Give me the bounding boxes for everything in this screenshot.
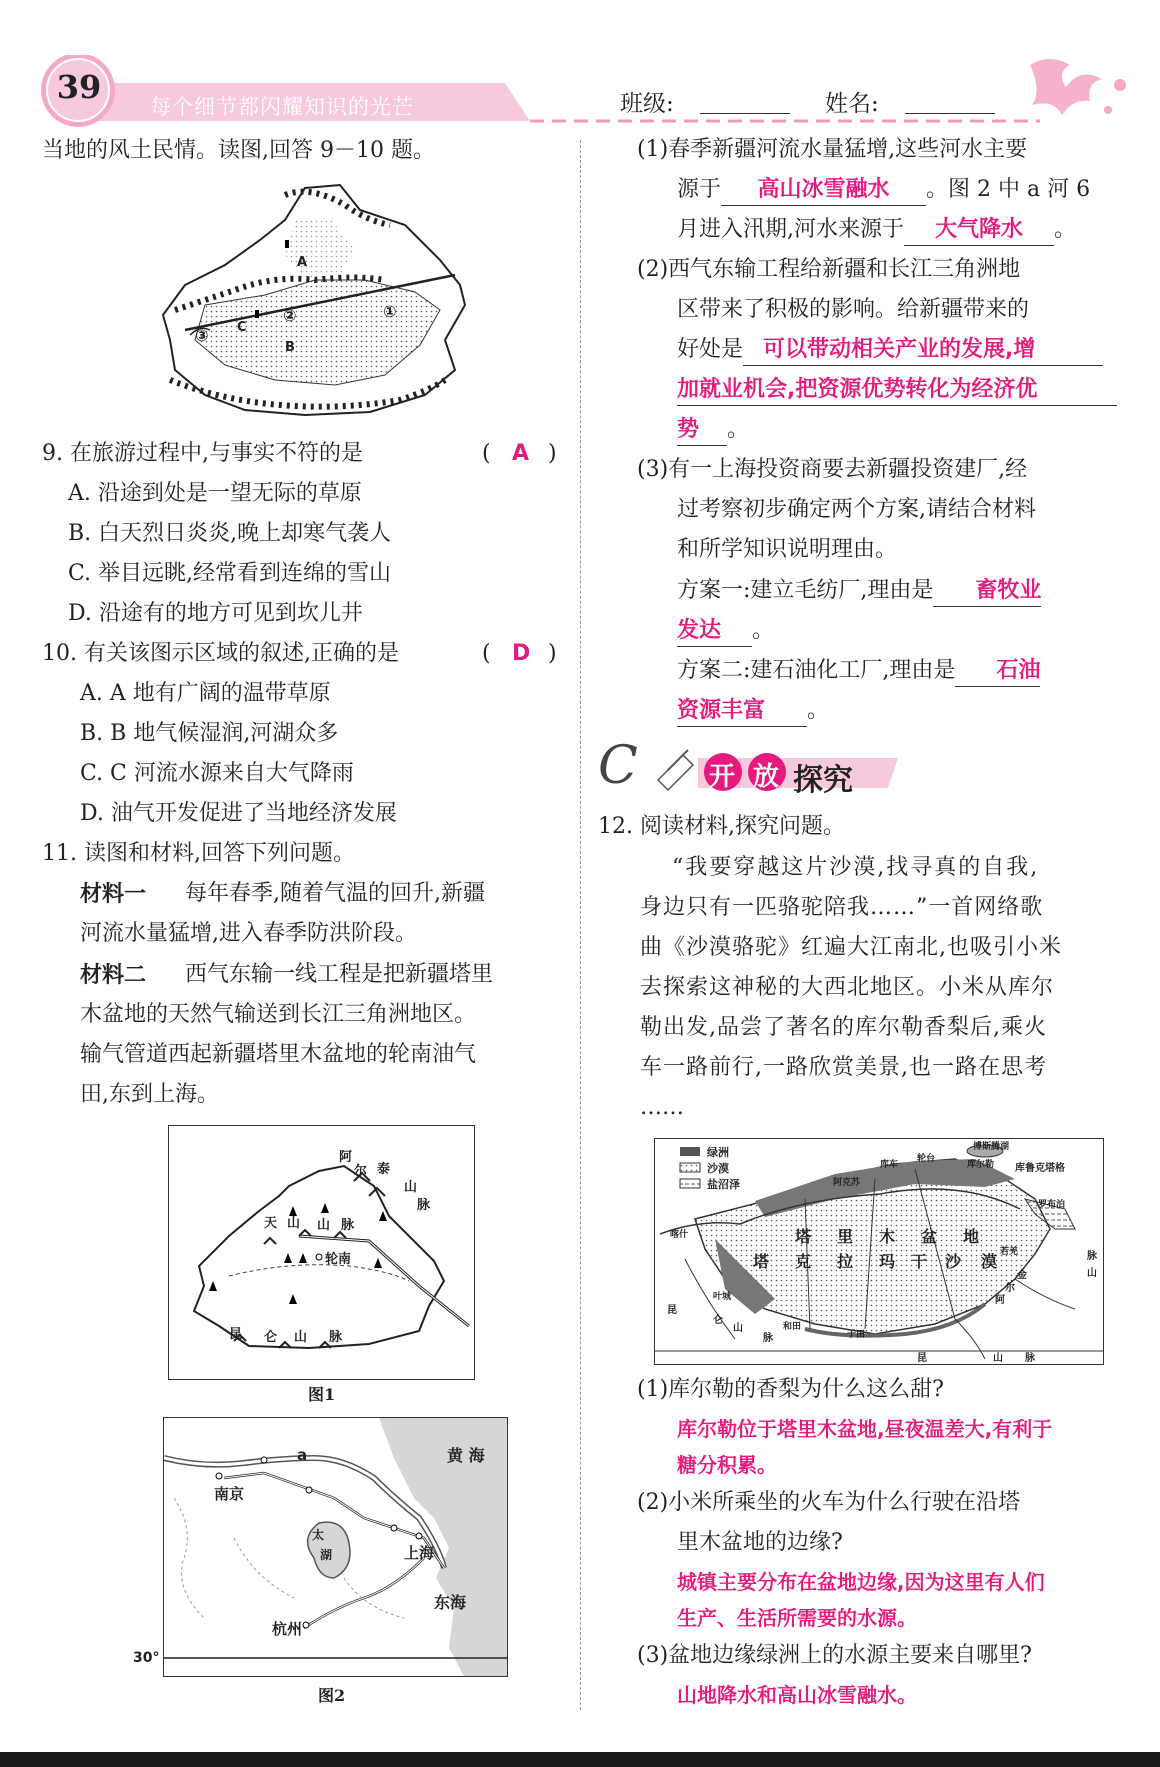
tarim-legend-desert: 沙漠: [707, 1162, 729, 1175]
tarim-label-yutian: 于田: [847, 1330, 866, 1340]
q11-1-line-3: [677, 215, 1076, 246]
q11-1-l2a: 源于: [677, 177, 722, 202]
fig2-label-hu: 湖: [320, 1548, 333, 1562]
figure-2-caption: 图2: [318, 1686, 346, 1705]
q11-material-1-line-2: 河流水量猛增,进入春季防洪阶段。: [80, 921, 417, 946]
q11-2-line-5: [677, 415, 749, 446]
fig1-label-a3: 泰: [377, 1162, 391, 1177]
name-field[interactable]: [905, 113, 995, 114]
q12-sub3-question: (3)盆地边缘绿洲上的水源主要来自哪里?: [637, 1643, 1032, 1668]
tarim-label-mo: 漠: [981, 1252, 998, 1271]
tarim-label-ta: 塔: [795, 1227, 812, 1246]
tarim-label-la: 拉: [837, 1252, 854, 1271]
q11-1-l3b: 。: [1054, 217, 1077, 242]
q11-3-plan-2-answer-1: 石油: [955, 656, 1040, 687]
fig1-label-t1: 天: [264, 1216, 278, 1231]
fig1-label-k3: 山: [294, 1330, 308, 1345]
fig1-label-t4: 脉: [341, 1218, 355, 1233]
fig1-label-k1: 昆: [229, 1327, 243, 1342]
bottom-edge: [0, 1752, 1160, 1767]
q10-stem: 10. 有关该图示区域的叙述,正确的是: [42, 641, 399, 666]
tarim-label-kunl: 昆: [917, 1353, 927, 1364]
q12-sub2-question-line-1: (2)小米所乘坐的火车为什么行驶在沿塔: [637, 1490, 1021, 1515]
tarim-label-mail: 脉: [1025, 1353, 1035, 1364]
q12-stem: 12. 阅读材料,探究问题。: [598, 814, 845, 839]
q11-1-answer-1: 高山冰雪融水: [721, 175, 926, 206]
q11-3-plan-2: [677, 656, 1040, 687]
column-divider: [580, 140, 581, 1710]
q11-1-l3a: 月进入汛期,河水来源于: [677, 217, 904, 242]
q9-option-b: B. 白天烈日炎炎,晚上却寒气袭人: [68, 521, 392, 546]
section-char-fang: 放: [753, 762, 780, 792]
class-field[interactable]: [700, 113, 790, 114]
q11-material-2-line-1: 西气东输一线工程是把新疆塔里: [185, 962, 494, 987]
q11-2-answer-2: 加就业机会,把资源优势转化为经济优: [677, 375, 1117, 406]
tarim-label-kun: 昆: [667, 1305, 677, 1316]
fig2-label-huanghai: 黄 海: [447, 1446, 485, 1465]
q12-sub1-answer-line-1: 库尔勒位于塔里木盆地,昼夜温差大,有利于: [677, 1417, 1053, 1441]
fig2-label-nanjing: 南京: [214, 1485, 245, 1503]
fig1-label-t3: 山: [317, 1218, 331, 1233]
q12-sub2-answer-line-2: 生产、生活所需要的水源。: [677, 1606, 917, 1630]
fig1-label-a4: 山: [404, 1180, 418, 1195]
q11-3-plan-1-answer-2: 发达: [677, 616, 752, 647]
tarim-label-ma: 玛: [879, 1252, 896, 1271]
q12-para-line-5: 勒出发,品尝了著名的库尔勒香梨后,乘火: [640, 1015, 1047, 1040]
header-banner-text: 每个细节都闪耀知识的光芒: [150, 95, 414, 119]
q11-2-line-3: [677, 335, 1103, 366]
tarim-label-luobu: 罗布泊: [1038, 1200, 1066, 1210]
tarim-label-shanl: 山: [993, 1353, 1003, 1364]
map1-circle-2: ②: [283, 306, 297, 325]
name-label: 姓名:: [825, 91, 879, 117]
q11-3-line-1: (3)有一上海投资商要去新疆投资建厂,经: [637, 457, 1028, 482]
tarim-label-lun: 仑: [713, 1315, 723, 1326]
tarim-label-kuche: 库车: [880, 1160, 899, 1170]
q11-1-line-2: [677, 175, 1090, 206]
tarim-label-yecheng: 叶城: [713, 1292, 732, 1302]
tarim-legend-oasis: 绿洲: [707, 1146, 729, 1159]
q9-answer: A: [512, 441, 530, 466]
q12-para-line-4: 去探索这神秘的大西北地区。小米从库尔: [640, 975, 1055, 1000]
map1-label-a: A: [297, 255, 308, 270]
tarim-label-bosi: 博斯腾湖: [973, 1142, 1010, 1152]
q11-stem: 11. 读图和材料,回答下列问题。: [42, 841, 355, 866]
tarim-label-korla: 库尔勒: [967, 1160, 995, 1170]
q11-3-line-2: 过考察初步确定两个方案,请结合材料: [677, 497, 1036, 522]
q11-2-l3a: 好处是: [677, 337, 744, 362]
q11-3-plan-2-line-2: [677, 696, 829, 727]
fig2-label-a: a: [297, 1446, 308, 1464]
section-char-kai: 开: [709, 762, 736, 792]
tarim-label-di: 地: [963, 1227, 980, 1246]
fig1-label-a1: 阿: [339, 1150, 353, 1165]
q11-2-answer-3: 势: [677, 415, 727, 446]
figure-1-map: [169, 1126, 474, 1379]
q11-3-plan-1-line-2: [677, 616, 774, 647]
q10-option-a: A. A 地有广阔的温带草原: [80, 681, 331, 706]
fig1-label-k4: 脉: [329, 1330, 343, 1345]
section-c-letter: C: [598, 736, 638, 796]
q10-option-b: B. B 地气候湿润,河湖众多: [80, 721, 339, 746]
q11-material-2-line-2: 木盆地的天然气输送到长江三角洲地区。: [80, 1002, 477, 1027]
tarim-label-ke: 克: [795, 1252, 812, 1271]
class-label: 班级:: [620, 91, 674, 117]
intro-line: 当地的风土民情。读图,回答 9－10 题。: [42, 138, 435, 163]
q11-material-1-label: 材料一: [80, 881, 147, 907]
fig1-label-lunnan: 轮南: [325, 1252, 352, 1267]
tarim-basin-map: [654, 1138, 1104, 1365]
q12-para-line-1: “我要穿越这片沙漠,找寻真的自我,: [672, 855, 1040, 880]
q11-2-line-2: 区带来了积极的影响。给新疆带来的: [677, 297, 1030, 322]
fig1-label-a2: 尔: [354, 1164, 368, 1179]
figure-1-caption: 图1: [308, 1385, 336, 1404]
q10-option-c: C. C 河流水源来自大气降雨: [80, 761, 354, 786]
q11-1-l2b: 。图 2 中 a 河 6: [926, 177, 1091, 202]
q11-material-2-label: 材料二: [80, 962, 147, 988]
q11-3-p1a: 方案一:建立毛纺厂,理由是: [677, 578, 934, 603]
q11-2-end: 。: [727, 417, 750, 442]
section-title-rest: 探究: [793, 763, 853, 798]
q12-para-line-3: 曲《沙漠骆驼》红遍大江南北,也吸引小米: [640, 935, 1062, 960]
q11-3-p2a: 方案二:建石油化工厂,理由是: [677, 658, 956, 683]
q12-sub3-answer: 山地降水和高山冰雪融水。: [677, 1683, 917, 1707]
q11-2-line-1: (2)西气东输工程给新疆和长江三角洲地: [637, 257, 1021, 282]
fig1-label-t2: 山: [287, 1216, 301, 1231]
map1-circle-3: ③: [195, 326, 209, 345]
tarim-label-erjin: 尔: [1005, 1283, 1015, 1294]
page-header: [0, 55, 1160, 135]
q12-sub1-answer-line-2: 糖分积累。: [677, 1453, 777, 1477]
tarim-label-luntai: 轮台: [917, 1154, 936, 1164]
map1-label-c: C: [237, 320, 247, 335]
page-number: 39: [56, 68, 102, 106]
tarim-label-kmai: 脉: [763, 1333, 773, 1344]
q12-para-line-2: 身边只有一匹骆驼陪我……”一首网络歌: [640, 895, 1044, 920]
q9-option-a: A. 沿途到处是一望无际的草原: [68, 481, 362, 506]
tarim-label-mai: 脉: [1087, 1251, 1097, 1262]
q12-para-line-7: ……: [640, 1095, 684, 1120]
fig1-label-k2: 仑: [264, 1330, 278, 1345]
tarim-label-akesu: 阿克苏: [833, 1178, 861, 1188]
tarim-label-pen: 盆: [921, 1227, 938, 1246]
q11-3-plan-2-answer-2: 资源丰富: [677, 696, 807, 727]
fig1-label-a5: 脉: [417, 1198, 431, 1213]
q11-material-1-line-1: 每年春季,随着气温的回升,新疆: [185, 881, 485, 906]
section-header-open-inquiry: [598, 736, 908, 802]
tarim-label-tk: 塔: [753, 1252, 770, 1271]
tarim-label-li: 里: [837, 1227, 854, 1246]
q11-3-plan-1: [677, 576, 1041, 607]
tarim-label-kshan: 山: [733, 1323, 743, 1334]
q10-answer: D: [512, 641, 531, 666]
q12-sub2-answer-line-1: 城镇主要分布在盆地边缘,因为这里有人们: [677, 1570, 1045, 1594]
tarim-label-mu: 木: [879, 1227, 896, 1246]
map1-circle-1: ①: [383, 302, 397, 321]
q9-paren-open: (: [482, 441, 491, 466]
q11-1-answer-2: 大气降水: [904, 215, 1054, 246]
map1-label-b: B: [285, 340, 295, 355]
q11-material-2-line-4: 田,东到上海。: [80, 1082, 219, 1107]
q11-3-p2end: 。: [807, 698, 830, 723]
tarim-label-jin: 金: [1017, 1270, 1027, 1281]
q12-para-line-6: 车一路前行,一路欣赏美景,也一路在思考: [640, 1055, 1047, 1080]
tarim-label-kashi: 喀什: [670, 1230, 689, 1240]
figure-2: [163, 1417, 508, 1677]
q10-paren-open: (: [482, 641, 491, 666]
q10-paren-close: ): [548, 641, 557, 666]
q9-option-d: D. 沿途有的地方可见到坎儿井: [68, 601, 363, 626]
fig2-latitude: 30°: [133, 1650, 160, 1666]
q10-option-d: D. 油气开发促进了当地经济发展: [80, 801, 397, 826]
q11-1-line-1: (1)春季新疆河流水量猛增,这些河水主要: [637, 137, 1028, 162]
q11-material-2-line-3: 输气管道西起新疆塔里木盆地的轮南油气: [80, 1042, 477, 1067]
tarim-label-shan: 山: [1087, 1268, 1097, 1279]
q9-paren-close: ): [548, 441, 557, 466]
figure-1: [168, 1125, 475, 1380]
tarim-legend-salt-marsh: 盐沼泽: [707, 1178, 740, 1191]
xinjiang-map-1: [155, 180, 485, 425]
tarim-label-ruoqiang: 若羌: [1000, 1247, 1019, 1257]
fig2-label-shanghai: 上海: [404, 1544, 435, 1562]
tarim-label-kuluke: 库鲁克塔格: [1015, 1163, 1065, 1174]
q11-3-plan-1-answer-1: 畜牧业: [933, 576, 1041, 607]
fig2-label-donghai: 东海: [434, 1593, 467, 1612]
q12-sub1-question: (1)库尔勒的香梨为什么这么甜?: [637, 1377, 944, 1402]
q9-stem: 9. 在旅游过程中,与事实不符的是: [42, 441, 363, 466]
xinjiang-map-1-graphic: [155, 180, 485, 425]
tarim-label-hetian: 和田: [783, 1322, 802, 1332]
q11-3-p1end: 。: [752, 618, 775, 643]
q11-2-answer-1: 可以带动相关产业的发展,增: [743, 335, 1103, 366]
tarim-label-aer: 阿: [995, 1295, 1005, 1306]
q9-option-c: C. 举目远眺,经常看到连绵的雪山: [68, 561, 392, 586]
fig2-label-tai: 太: [312, 1528, 325, 1542]
tarim-label-sha: 沙: [945, 1252, 962, 1271]
q12-sub2-question-line-2: 里木盆地的边缘?: [677, 1530, 843, 1555]
tarim-label-gan: 干: [911, 1252, 928, 1271]
q11-3-line-3: 和所学知识说明理由。: [677, 537, 898, 562]
fig2-label-hangzhou: 杭州: [272, 1620, 303, 1638]
